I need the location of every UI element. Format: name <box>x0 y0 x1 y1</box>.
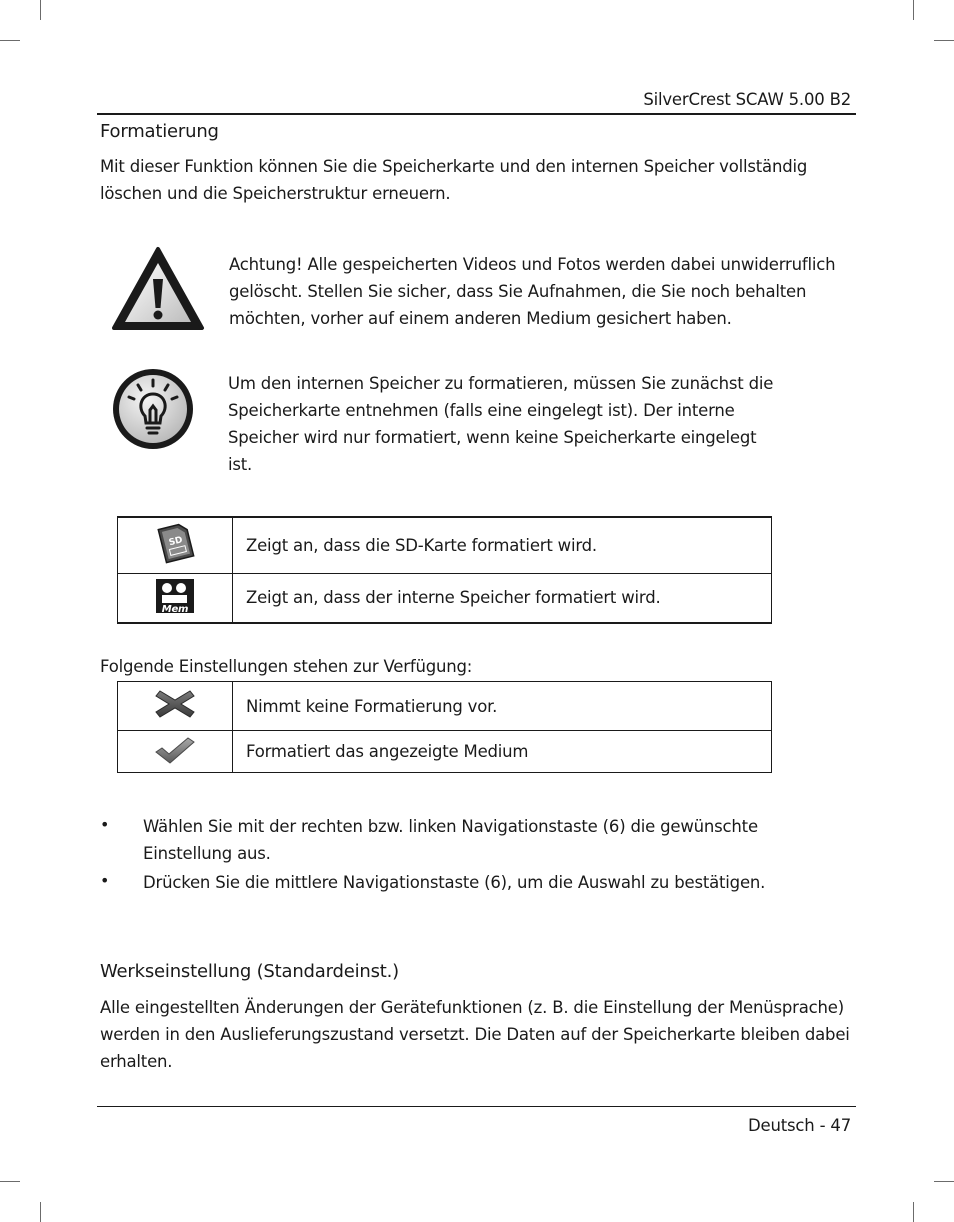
table-text-cell: Nimmt keine Formatierung vor. <box>233 682 772 731</box>
sd-card-icon <box>153 535 197 568</box>
svg-text:SD: SD <box>167 535 184 549</box>
section-heading: Werkseinstellung (Standardeinst.) <box>100 961 399 982</box>
tip-text: Speicher wird nur formatiert, wenn keine Speicherkarte eingelegt <box>228 428 757 447</box>
table-text-cell: Formatiert das angezeigte Medium <box>233 731 772 773</box>
tip-text: Um den internen Speicher zu formatieren, müssen Sie zunächst die <box>228 374 774 393</box>
table-text-cell: Zeigt an, dass der interne Speicher formatiert wird. <box>233 573 772 623</box>
warning-text: möchten, vorher auf einem anderen Medium gesichert haben. <box>229 309 732 328</box>
crop-mark <box>913 0 914 20</box>
header-title: SilverCrest SCAW 5.00 B2 <box>643 90 851 109</box>
paragraph-line: löschen und die Speicherstruktur erneuern. <box>100 184 451 203</box>
crop-mark <box>934 40 954 41</box>
header-rule <box>97 113 856 115</box>
table-text-cell: Zeigt an, dass die SD-Karte formatiert wird. <box>233 517 772 573</box>
paragraph-line: erhalten. <box>100 1052 173 1071</box>
bullet-text: Wählen Sie mit der rechten bzw. linken Navigationstaste (6) die gewünschte <box>143 817 758 836</box>
crop-mark <box>913 1202 914 1222</box>
section-heading: Formatierung <box>100 121 219 142</box>
paragraph-line: Mit dieser Funktion können Sie die Speicherkarte und den internen Speicher vollständig <box>100 157 808 176</box>
table-icon-cell <box>118 731 233 773</box>
svg-text:Mem: Mem <box>161 603 189 615</box>
crop-mark <box>0 40 20 41</box>
crop-mark <box>40 1202 41 1222</box>
crop-mark <box>40 0 41 20</box>
table-row <box>118 731 772 773</box>
table-row <box>118 517 772 573</box>
table-row <box>118 573 772 623</box>
lightbulb-icon <box>110 366 196 452</box>
warning-text: Achtung! Alle gespeicherten Videos und Fotos werden dabei unwiderruflich <box>229 255 836 274</box>
table-icon-cell <box>118 682 233 731</box>
media-icon-table <box>117 516 772 624</box>
warning-triangle-icon <box>111 246 205 332</box>
warning-text: gelöscht. Stellen Sie sicher, dass Sie Aufnahmen, die Sie noch behalten <box>229 282 807 301</box>
cross-icon <box>154 706 196 725</box>
crop-mark <box>934 1181 954 1182</box>
bullet-symbol: • <box>100 871 110 890</box>
tip-text: ist. <box>228 455 253 474</box>
options-table <box>117 681 772 773</box>
checkmark-icon <box>154 750 196 769</box>
footer-rule <box>97 1106 856 1107</box>
bullet-symbol: • <box>100 815 110 834</box>
bullet-text: Drücken Sie die mittlere Navigationstaste (6), um die Auswahl zu bestätigen. <box>143 873 766 892</box>
table-icon-cell <box>118 517 233 573</box>
bullet-text: Einstellung aus. <box>143 844 271 863</box>
table-row <box>118 682 772 731</box>
options-intro: Folgende Einstellungen stehen zur Verfügung: <box>100 657 473 676</box>
internal-memory-icon <box>154 600 196 619</box>
table-icon-cell <box>118 573 233 623</box>
page-number: Deutsch - 47 <box>748 1116 851 1135</box>
crop-mark <box>0 1181 20 1182</box>
tip-text: Speicherkarte entnehmen (falls eine eingelegt ist). Der interne <box>228 401 735 420</box>
paragraph-line: werden in den Auslieferungszustand versetzt. Die Daten auf der Speicherkarte bleiben dabei <box>100 1025 850 1044</box>
paragraph-line: Alle eingestellten Änderungen der Gerätefunktionen (z. B. die Einstellung der Menüsprache) <box>100 998 844 1017</box>
